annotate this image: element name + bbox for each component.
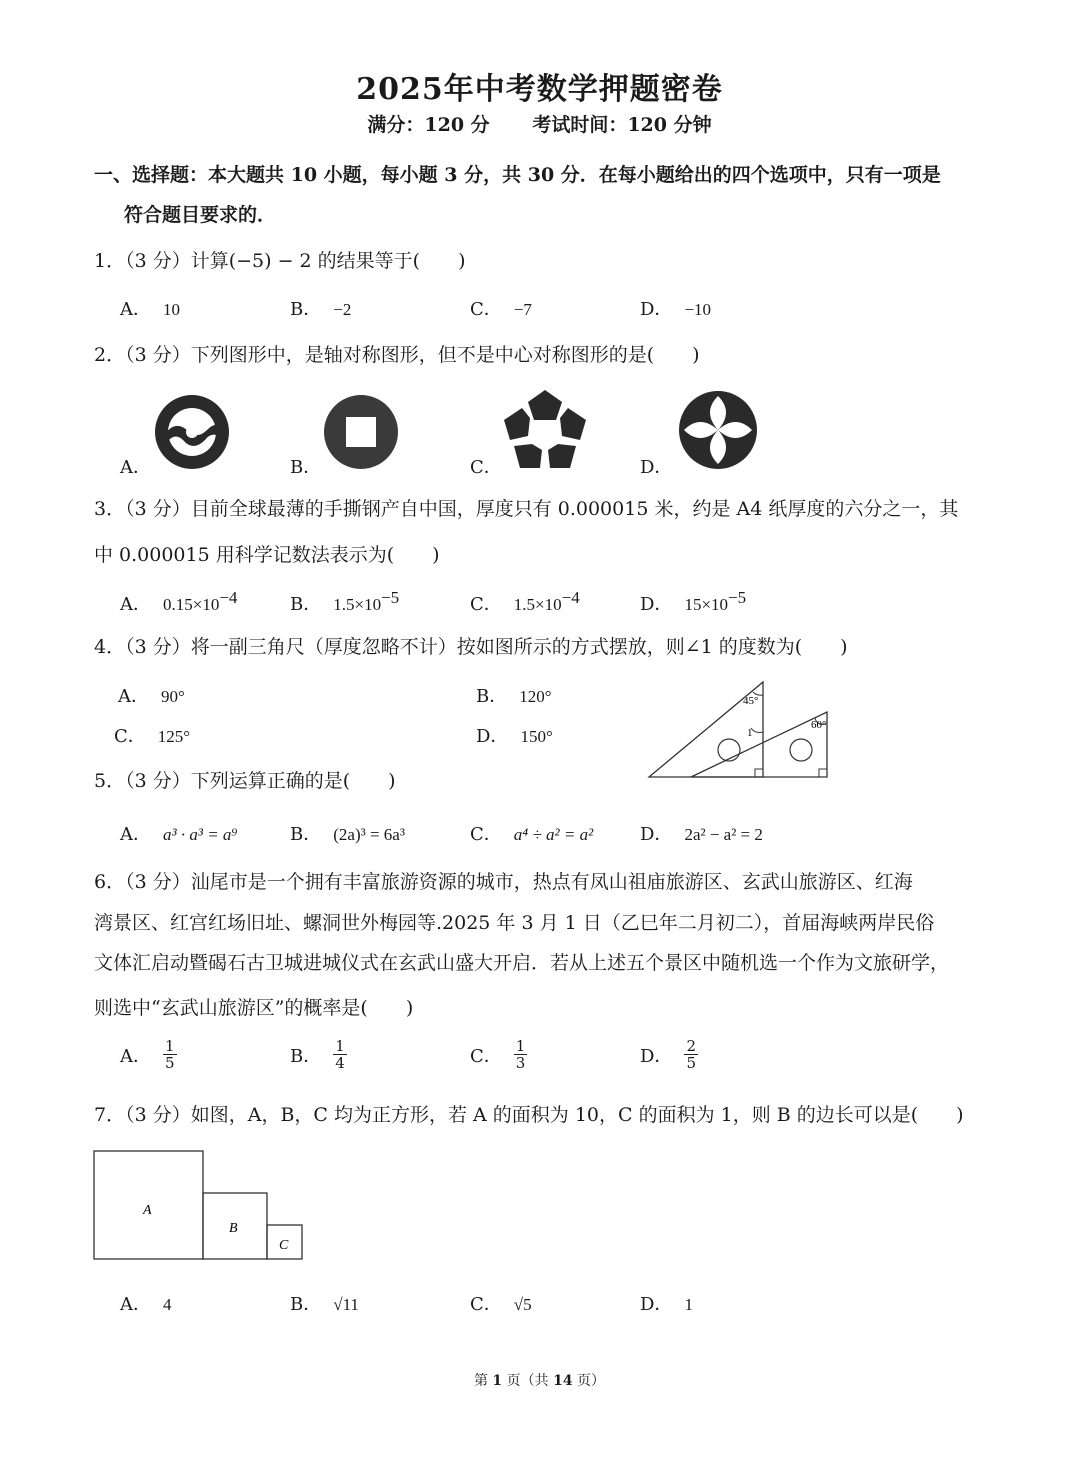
q3-option-c: C． $1.5\times 10^{-4}$	[470, 588, 580, 615]
square-b-label: B	[229, 1221, 238, 1236]
square-a-label: A	[143, 1203, 152, 1218]
question-3: 3．（3 分）目前全球最薄的手撕钢产自中国，厚度只有 0.000015 米，约是 A4 纸厚度的六分之一，其	[94, 498, 959, 520]
question-6-line2: 湾景区、红宫红场旧址、螺洞世外梅园等.2025 年 3 月 1 日（乙巳年二月初二），首届海峡两岸民俗	[94, 912, 935, 934]
q3-option-a: A． $0.15\times 10^{-4}$	[120, 588, 238, 615]
q1-option-d: D． −10	[640, 299, 712, 320]
question-6: 6．（3 分）汕尾市是一个拥有丰富旅游资源的城市，热点有凤山祖庙旅游区、玄武山旅游区、红海	[94, 871, 913, 893]
q5-option-b: B． (2a)³ = 6a³	[290, 824, 405, 845]
q7-figure	[93, 1150, 305, 1262]
q1-option-a: A． 10	[120, 299, 180, 320]
q5-option-a: A． a³ · a³ = a⁹	[120, 824, 238, 845]
q3-option-b: B． $1.5\times 10^{-5}$	[290, 588, 400, 615]
q2-option-c-label: C．	[470, 457, 502, 478]
q7-option-b: B． √11	[290, 1294, 359, 1315]
q4-label-60: 60°	[811, 719, 827, 731]
q4-option-c: C． 125°	[114, 726, 191, 747]
q2-figure-d	[676, 390, 760, 470]
page-number: 1	[492, 1373, 503, 1389]
q2-option-a-label: A．	[120, 457, 151, 478]
q4-option-b: B． 120°	[476, 686, 552, 707]
q5-option-c: C． a⁴ ÷ a² = a²	[470, 824, 594, 845]
question-2: 2．（3 分）下列图形中，是轴对称图形，但不是中心对称图形的是( )	[94, 344, 700, 366]
question-6-line3: 文体汇启动暨碣石古卫城进城仪式在玄武山盛大开启．若从上述五个景区中随机选一个作为文旅研学，	[94, 952, 950, 974]
q4-figure	[645, 676, 835, 782]
question-4: 4．（3 分）将一副三角尺（厚度忽略不计）按如图所示的方式摆放，则∠1 的度数为( )	[94, 636, 848, 658]
q3-option-d: D． $15\times 10^{-5}$	[640, 588, 747, 615]
page-footer: 第 1 页（共 14 页）	[473, 1373, 606, 1389]
page-title: 2025年中考数学押题密卷	[356, 72, 723, 107]
section-heading: 一、选择题：本大题共 10 小题，每小题 3 分，共 30 分．在每小题给出的四个选项中，只有一项是	[94, 164, 941, 186]
exam-info	[0, 110, 1079, 137]
q4-option-d: D． 150°	[476, 726, 553, 747]
section-heading-cont: 符合题目要求的．	[124, 204, 277, 226]
q1-option-c: C． −7	[470, 299, 532, 320]
q6-option-d: D． $\frac{2}{5}$	[640, 1037, 696, 1072]
full-score: 满分：120 分	[367, 114, 490, 136]
question-7: 7．（3 分）如图，A，B，C 均为正方形，若 A 的面积为 10，C 的面积为 1，则 B 的边长可以是( )	[94, 1104, 964, 1126]
q2-option-d-label: D．	[640, 457, 673, 478]
q2-figure-a	[153, 394, 231, 470]
question-1: 1．（3 分）计算(−5) − 2 的结果等于( )	[94, 250, 466, 272]
q1-option-b: B． −2	[290, 299, 352, 320]
q2-figure-c	[500, 388, 590, 472]
q6-option-b: B． $\frac{1}{4}$	[290, 1037, 345, 1072]
question-6-line4: 则选中“玄武山旅游区”的概率是( )	[94, 997, 414, 1019]
question-5: 5．（3 分）下列运算正确的是( )	[94, 770, 396, 792]
exam-time: 考试时间：120 分钟	[532, 114, 712, 136]
q2-option-b-label: B．	[290, 457, 322, 478]
q2-figure-b	[322, 394, 400, 470]
q4-label-1: 1	[747, 727, 753, 739]
q7-option-c: C． √5	[470, 1294, 532, 1315]
question-3-cont: 中 0.000015 用科学记数法表示为( )	[94, 544, 440, 566]
q6-option-a: A． $\frac{1}{5}$	[120, 1037, 175, 1072]
q4-label-45: 45°	[743, 695, 759, 707]
q6-option-c: C． $\frac{1}{3}$	[470, 1037, 526, 1072]
page-total: 14	[553, 1373, 573, 1389]
q4-option-a: A． 90°	[118, 686, 185, 707]
q7-option-a: A． 4	[120, 1294, 172, 1315]
q5-option-d: D． 2a² − a² = 2	[640, 824, 763, 845]
q7-option-d: D． 1	[640, 1294, 693, 1315]
square-c-label: C	[279, 1238, 289, 1253]
